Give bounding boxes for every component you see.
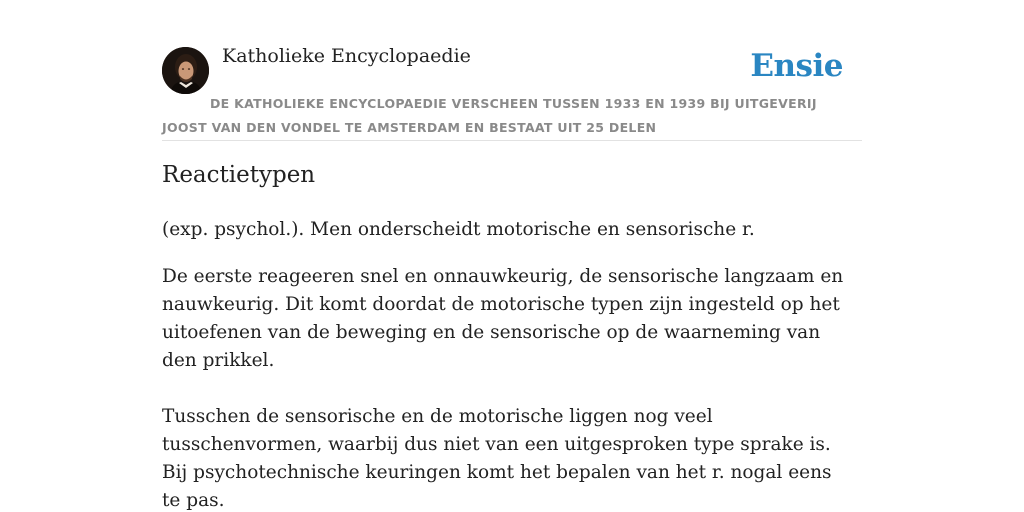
- page-container: [162, 0, 862, 511]
- article-paragraph-1: De eerste reageeren snel en onnauwkeurig, de sensorische langzaam en nauwkeurig. Dit komt doordat de motorische typen zijn ingesteld op het uitoefenen van de beweging en de sensorische op de waarneming van den prikkel.: [162, 266, 844, 371]
- article-paragraph-2: Tusschen de sensorische en de motorische liggen nog veel tusschenvormen, waarbij dus niet van een uitgesproken type sprake is. Bij psychotechnische keuringen komt het bepalen van het r. nogal eens te pas.: [162, 406, 832, 511]
- site-header: [162, 0, 862, 141]
- portrait-icon: [162, 47, 209, 94]
- article-subtitle: (exp. psychol.). Men onderscheidt motorische en sensorische r.: [162, 219, 755, 240]
- ensie-logo[interactable]: Ensie: [750, 48, 843, 84]
- site-name[interactable]: Katholieke Encyclopaedie: [222, 45, 471, 67]
- site-description: DE KATHOLIEKE ENCYCLOPAEDIE VERSCHEEN TUSSEN 1933 EN 1939 BIJ UITGEVERIJ JOOST VAN DEN VONDEL TE AMSTERDAM EN BESTAAT UIT 25 DELEN: [162, 96, 817, 135]
- article-title: Reactietypen: [162, 162, 316, 188]
- encyclopedia-avatar[interactable]: [162, 47, 209, 94]
